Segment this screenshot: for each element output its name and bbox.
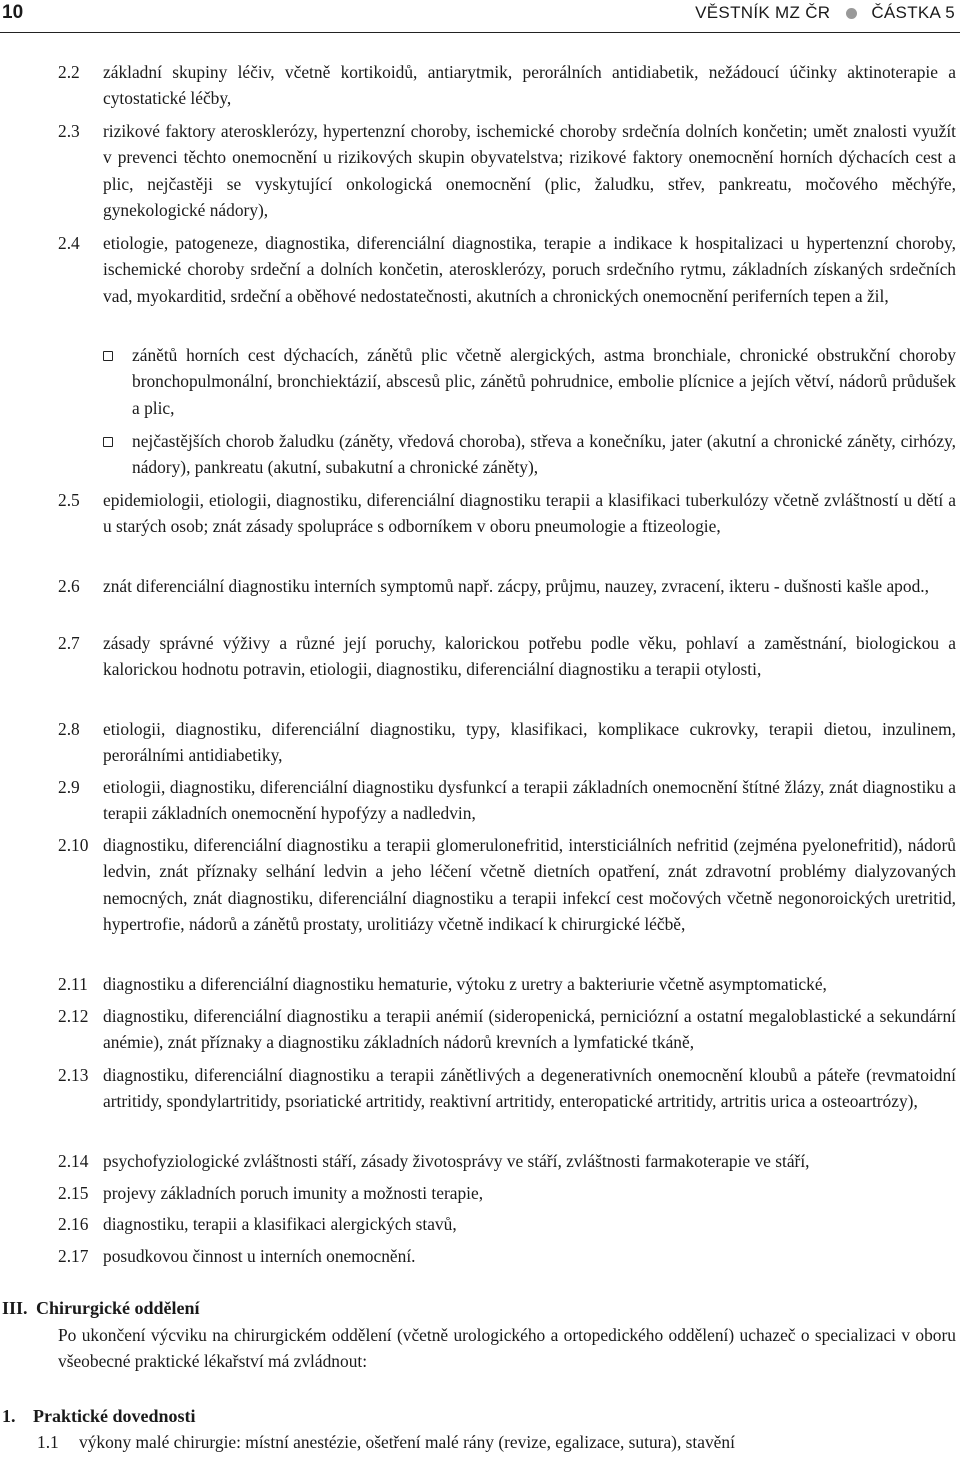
issue-label: ČÁSTKA 5 [871,3,955,22]
checkbox-bullet-icon [103,437,113,447]
item-number: 2.15 [58,1183,89,1203]
section-heading [2,1295,200,1321]
item-text: posudkovou činnost u interních onemocnění. [103,1246,416,1266]
item-text: znát diferenciální diagnostiku interních symptomů např. zácpy, průjmu, nauzey, zvracení, ikteru - dušnosti kašle apod., [103,576,929,596]
item-number: 2.7 [58,633,80,653]
bullet-item [100,428,956,481]
item-number: 1.1 [37,1432,59,1452]
item-text: etiologie, patogeneze, diagnostika, diferenciální diagnostika, terapie a indikace k hospitalizaci u hypertenzní choroby, ischemické choroby srdeční a dolních končetin, aterosklerózy, poruch srdečního rytmu, základních získaných srdečních vad, myokarditid, srdeční a oběhové nedostatečnosti, akutních a chronických onemocnění periferních tepen a žil, [103,233,956,306]
bullet-text: zánětů horních cest dýchacích, zánětů plic včetně alergických, astma bronchiale, chronické obstrukční choroby bronchopulmonální, bronchiektázií, abscesů plic, zánětů pohrudnice, embolie plícnice a jejích větví, nádorů průdušek a plic, [132,345,956,418]
item-number: 2.6 [58,576,80,596]
item-text: diagnostiku a diferenciální diagnostiku hematurie, výtoku z uretry a bakteriurie včetně asymptomatické, [103,974,827,994]
list-item-2-7 [58,630,956,683]
item-number: 2.10 [58,835,89,855]
list-item-2-15 [58,1180,956,1206]
item-number: 2.11 [58,974,88,994]
list-item-2-17 [58,1243,956,1269]
page-number: 10 [2,2,24,23]
item-number: 2.12 [58,1006,89,1026]
item-number: 2.14 [58,1151,89,1171]
list-item-2-12 [58,1003,956,1056]
journal-title: VĚSTNÍK MZ ČR [695,3,831,22]
list-item-2-13 [58,1062,956,1115]
item-number: 2.13 [58,1065,89,1085]
list-item-2-16 [58,1211,956,1237]
checkbox-bullet-icon [103,351,113,361]
list-item-2-6 [58,573,956,599]
item-number: 2.5 [58,490,80,510]
item-number: 2.16 [58,1214,89,1234]
item-text: rizikové faktory aterosklerózy, hypertenzní choroby, ischemické choroby srdečnía dolních končetin; umět znalosti využít v prevenci těchto onemocnění u rizikových skupin obyvatelstva; rizikové faktory onemocnění horních dýchacích cest a plic, nejčastěji se vyskytující onkologická onemocnění (plic, žaludku, střev, pankreatu, močového měchýře, gynekologické nádory), [103,121,956,221]
item-text: základní skupiny léčiv, včetně kortikoidů, antiarytmik, perorálních antidiabetik, nežádoucí účinky aktinoterapie a cytostatické léčby, [103,62,956,109]
subsection-title: Praktické dovednosti [33,1406,196,1426]
item-number: 2.17 [58,1246,89,1266]
item-text: etiologii, diagnostiku, diferenciální diagnostiku, typy, klasifikaci, komplikace cukrovky, terapii dietou, inzulinem, perorálními antidiabetiky, [103,719,956,766]
list-item-2-11 [58,971,956,997]
item-text: psychofyziologické zvláštnosti stáří, zásady životosprávy ve stáří, zvláštnosti farmakoterapie ve stáří, [103,1151,810,1171]
item-text: výkony malé chirurgie: místní anestézie, ošetření malé rány (revize, egalizace, sutura), stavění [79,1432,735,1452]
item-text: epidemiologii, etiologii, diagnostiku, diferenciální diagnostiku terapii a klasifikaci tuberkulózy včetně zvláštností u dětí a u starých osob; znát zásady spolupráce s odborníkem v oboru pneumologie a ftizeologie, [103,490,956,537]
list-item-2-10 [58,832,956,938]
page-header [0,0,960,33]
list-item-2-14 [58,1148,956,1174]
item-text: diagnostiku, diferenciální diagnostiku a terapii glomerulonefritid, intersticiálních nefritid (zejména pyelonefritid), nádorů ledvin, znát příznaky selhání ledvin a jeho léčení včetně dietních opatření, znát zdravotní problémy dialyzovaných nemocných, znát diagnostiku, diferenciální diagnostiku a terapii infekcí cest močových včetně negonoroických uretritid, hypertrofie, nádorů a zánětů prostaty, urolitiázy včetně indikací k chirurgické léčbě, [103,835,956,935]
list-item-2-9 [58,774,956,827]
item-text: diagnostiku, diferenciální diagnostiku a terapii anémií (sideropenická, perniciózní a ostatní megaloblastické a sekundární anémie), znát příznaky a diagnostiku základních nádorů krevních a lymfatické tkáně, [103,1006,956,1053]
item-text: etiologii, diagnostiku, diferenciální diagnostiku dysfunkcí a terapii základních onemocnění štítné žlázy, znát diagnostiku a terapii základních onemocnění hypofýzy a nadledvin, [103,777,956,824]
section-title: Chirurgické oddělení [36,1298,200,1318]
bullet-text: nejčastějších chorob žaludku (záněty, vředová choroba), střeva a konečníku, jater (akutní a chronické záněty, cirhózy, nádory), pankreatu (akutní, subakutní a chronické záněty), [132,431,956,478]
section-number: III. [2,1298,28,1318]
list-item-2-5 [58,487,956,540]
item-number: 2.4 [58,233,80,253]
item-text: diagnostiku, terapii a klasifikaci alergických stavů, [103,1214,457,1234]
subsection-number: 1. [2,1406,16,1426]
list-item-2-8 [58,716,956,769]
list-item-2-4 [58,230,956,309]
list-item-2-3 [58,118,956,224]
separator-dot-icon [846,8,857,19]
bullet-item [100,342,956,421]
list-item-2-2 [58,59,956,112]
item-number: 2.2 [58,62,80,82]
subsection-heading [2,1403,196,1429]
item-text: projevy základních poruch imunity a možnosti terapie, [103,1183,484,1203]
item-text: zásady správné výživy a různé její poruchy, kalorickou potřebu podle věku, pohlaví a zaměstnání, biologickou a kalorickou hodnotu potravin, etiologii, diagnostiku, diferenciální diagnostiku a terapii otylosti, [103,633,956,680]
item-number: 2.3 [58,121,80,141]
list-item-1-1 [37,1429,956,1455]
running-title [695,3,955,23]
item-number: 2.8 [58,719,80,739]
item-number: 2.9 [58,777,80,797]
section-intro: Po ukončení výcviku na chirurgickém oddělení (včetně urologického a ortopedického oddělení) uchazeč o specializaci v oboru všeobecné praktické lékařství má zvládnout: [58,1325,956,1372]
item-text: diagnostiku, diferenciální diagnostiku a terapii zánětlivých a degenerativních onemocnění kloubů a páteře (revmatoidní artritidy, spondylartritidy, psoriatické artritidy, reaktivní artritidy, enteropatické artritidy, artritis urica a osteoartrózy), [103,1065,956,1112]
